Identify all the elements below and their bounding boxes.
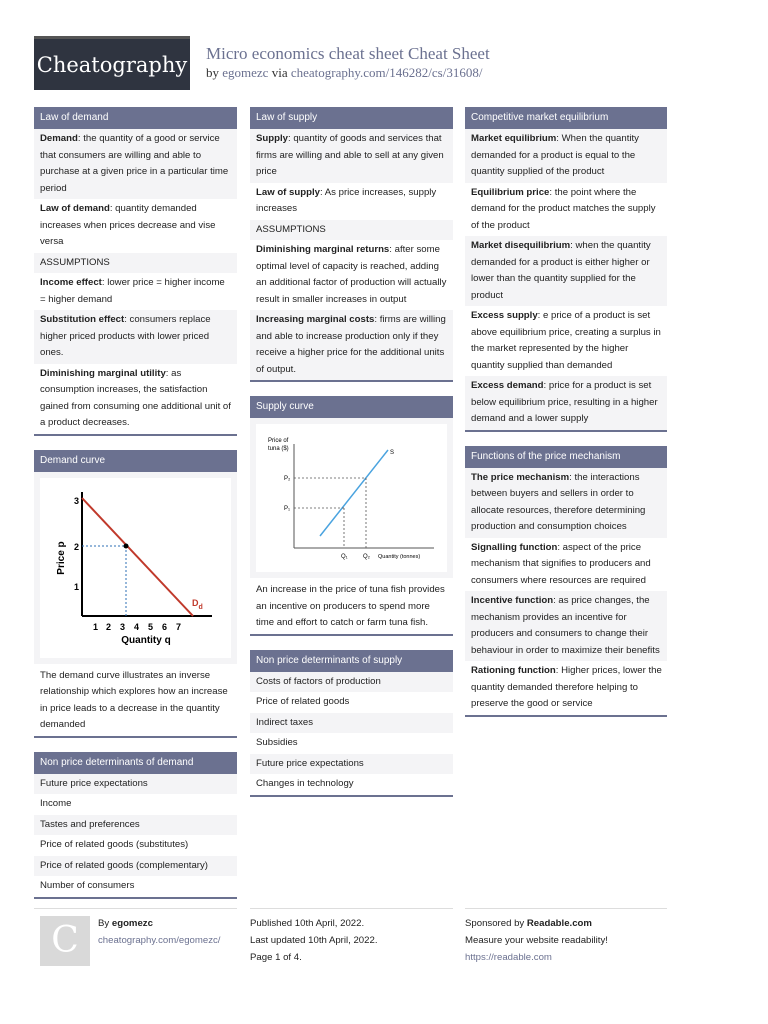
list-item: Price of related goods (substitutes) [40,839,189,850]
list-item: Demand: the quantity of a good or service that consumers are willing and able to purchase at a given price in a particular time period [34,129,237,199]
caption: An increase in the price of tuna fish provides an incentive on producers to spend more time and effort to catch or farm tuna fish. [250,578,453,634]
list-item: Rationing function: Higher prices, lower the quantity demanded therefore helping to preserve the good or service [471,665,662,709]
footer-by: By egomezc [98,918,153,929]
sponsor-name[interactable]: Readable.com [526,918,592,929]
list-item: Market disequilibrium: when the quantity demanded for a product is either higher or lower than the quantity supplied for the product [465,236,667,306]
supply-line [320,450,388,536]
list-item: Future price expectations [250,754,453,775]
demand-curve-figure [34,472,237,664]
page-title: Micro economics cheat sheet Cheat Sheet [206,44,490,63]
list-item: Income [40,798,72,809]
non-price-demand-box [34,752,237,899]
p2-label: P₂ [284,476,291,482]
list-item: Diminishing marginal returns: after some optimal level of capacity is reached, adding an additional factor of production will actually result in smaller increases in output [256,244,447,305]
list-item: Increasing marginal costs: firms are willing and able to increase production only if they receive a higher price for the additional units of output. [250,310,453,380]
supply-ylabel: tuna ($) [268,446,289,452]
caption: The demand curve illustrates an inverse relationship which explores how an increase in price leads to a decrease in the quantity demanded [34,664,237,736]
ytick: 2 [74,541,80,552]
price-mechanism-box [465,446,667,717]
market-equilibrium-box [465,107,667,432]
list-item: Diminishing marginal utility: as consumption increases, the satisfaction gained from consuming one additional unit of a product decreases. [40,367,231,428]
xtick: 6 [162,621,168,632]
sponsored-by: Sponsored by Readable.com [465,918,592,929]
rows [34,129,237,434]
published-date: Published 10th April, 2022. [250,918,365,929]
demand-ylabel: Price p [56,540,67,575]
list-item: Law of supply: As price increases, supply increases [256,186,437,214]
xtick: 2 [106,621,112,632]
point-marker [124,543,129,548]
list-item: Signalling function: aspect of the price mechanism that signifies to producers and consumers where resources are required [471,541,651,586]
rows [465,468,667,715]
demand-curve-box [34,450,237,738]
list-item: Excess supply: e price of a product is set above equilibrium price, creating a surplus in the market represented by the higher quantity supplied than demanded [471,310,661,371]
box-heading: Non price determinants of demand [34,752,237,774]
author-avatar[interactable]: C [40,916,90,966]
list-item: ASSUMPTIONS [34,253,237,274]
column-1 [34,107,237,913]
by-text: by [206,65,219,80]
box-heading: Law of demand [34,107,237,129]
xtick: 1 [93,621,99,632]
via-text: via [271,65,288,80]
page-number: Page 1 of 4. [250,952,302,963]
list-item: Changes in technology [256,778,354,789]
box-heading: Competitive market equilibrium [465,107,667,129]
law-of-demand-box [34,107,237,436]
list-item: Substitution effect: consumers replace higher priced products with lower priced ones. [34,310,237,364]
supply-curve-svg [256,424,447,572]
list-item: Equilibrium price: the point where the demand for the product matches the supply of the product [471,186,656,231]
footer-sponsor [465,908,667,966]
list-item: ASSUMPTIONS [250,220,453,241]
demand-curve-svg [40,478,231,658]
q2-label: Q₂ [363,554,370,560]
xtick: 5 [148,621,154,632]
demand-xlabel: Quantity q [121,634,171,646]
column-3 [465,107,667,731]
updated-date: Last updated 10th April, 2022. [250,935,378,946]
column-2 [250,107,453,811]
header-byline [206,65,482,81]
list-item: Number of consumers [40,880,135,891]
xtick: 3 [120,621,126,632]
demand-line [82,498,193,616]
q1-label: Q₁ [341,554,348,560]
supply-ylabel: Price of [268,438,289,444]
list-item: Price of related goods [256,696,350,707]
rows [250,672,453,795]
list-item: The price mechanism: the interactions between buyers and sellers in order to allocate resources, therefore determining production and consumption choices [465,468,667,538]
list-item: Excess demand: price for a product is set below equilibrium price, resulting in a higher demand and a lower supply [465,376,667,430]
sponsor-text: Measure your website readability! [465,935,608,946]
list-item: Tastes and preferences [34,815,237,836]
rows [250,129,453,380]
curve-label: $D_d$ [192,597,203,611]
rows [34,774,237,897]
list-item: Indirect taxes [250,713,453,734]
sponsor-link[interactable]: https://readable.com [465,952,552,963]
box-heading: Non price determinants of supply [250,650,453,672]
xtick: 4 [134,621,140,632]
p1-label: P₁ [284,506,291,512]
law-of-supply-box [250,107,453,382]
list-item: Income effect: lower price = higher income = higher demand [40,277,225,305]
curve-label: S [390,450,395,456]
list-item: Price of related goods (complementary) [34,856,237,877]
box-heading: Supply curve [250,396,453,418]
non-price-supply-box [250,650,453,797]
list-item: Subsidies [256,737,298,748]
footer-dates [250,908,453,966]
ytick: 3 [74,495,80,506]
supply-xlabel: Quantity (tonnes) [378,554,421,560]
supply-curve-figure [250,418,453,578]
sheet-url-link[interactable]: cheatography.com/146282/cs/31608/ [290,65,483,80]
list-item: Incentive function: as price changes, the mechanism provides an incentive for producers and consumers to change their behaviour in order to maximize their benefits [465,591,667,661]
footer-author-name[interactable]: egomezc [111,918,153,929]
footer-author [34,908,237,949]
list-item: Future price expectations [34,774,237,795]
cheatography-logo[interactable]: Cheatography [34,36,190,90]
box-heading: Demand curve [34,450,237,472]
list-item: Costs of factors of production [250,672,453,693]
xtick: 7 [176,621,182,632]
ytick: 1 [74,581,80,592]
box-heading: Functions of the price mechanism [465,446,667,468]
list-item: Market equilibrium: When the quantity demanded for a product is equal to the quantity supplied of the product [465,129,667,183]
rows [465,129,667,430]
author-link[interactable]: egomezc [222,65,269,80]
footer-author-link[interactable]: cheatography.com/egomezc/ [98,935,221,946]
list-item: Supply: quantity of goods and services that firms are willing and able to sell at any given price [250,129,453,183]
list-item: Law of demand: quantity demanded increases when prices decrease and vise versa [40,203,216,247]
box-heading: Law of supply [250,107,453,129]
supply-curve-box [250,396,453,636]
